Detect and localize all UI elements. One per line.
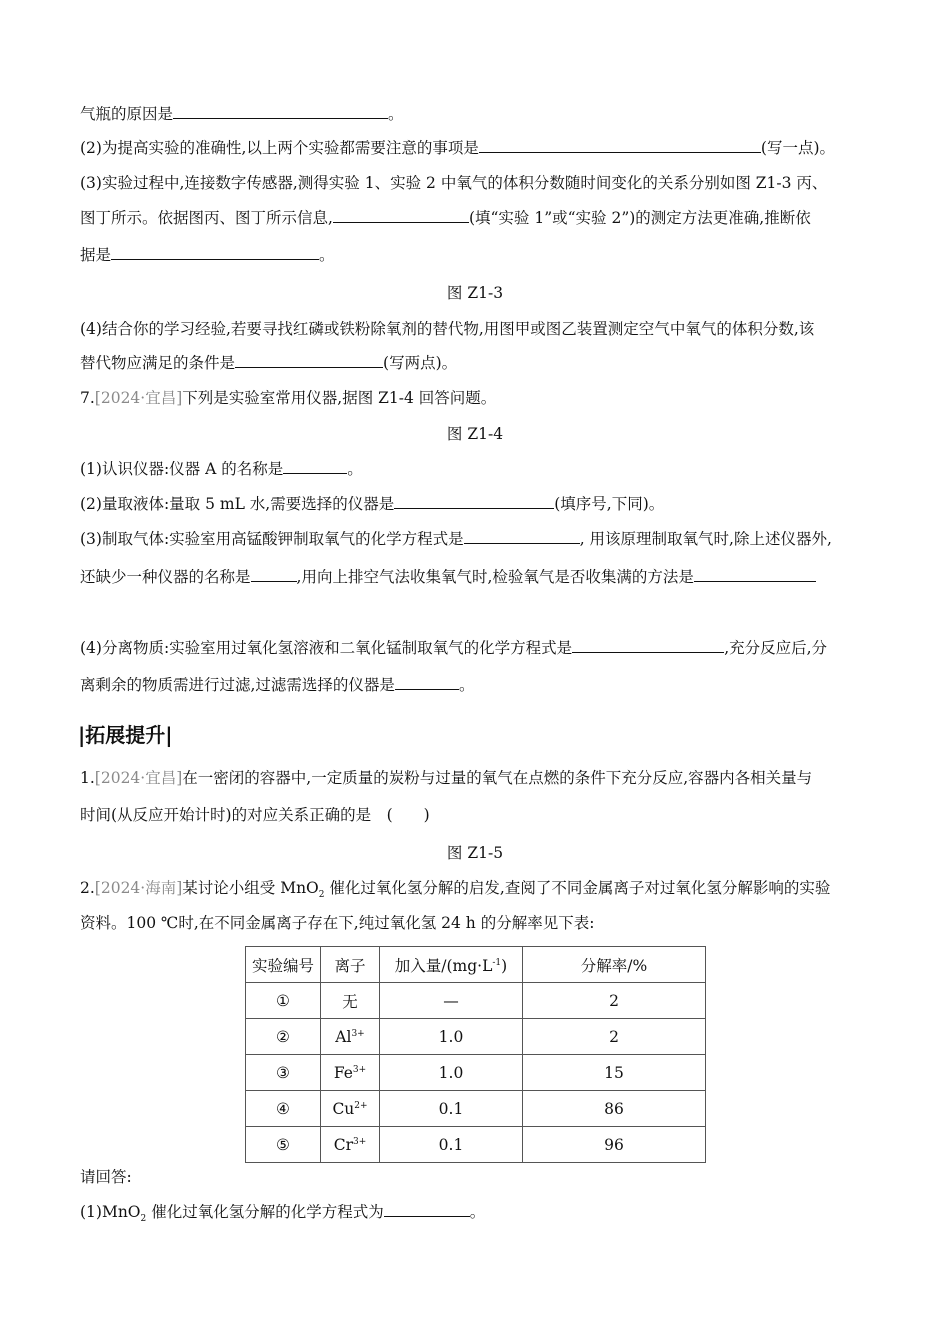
text: 某讨论小组受 MnO — [182, 879, 319, 897]
answer-blank — [111, 245, 319, 260]
cell-no: ⑤ — [246, 1127, 321, 1163]
cell-no: ② — [246, 1019, 321, 1055]
subscript: 2 — [140, 1214, 147, 1225]
text: 。 — [469, 1203, 486, 1221]
text: 。 — [319, 246, 335, 264]
text: (1)MnO — [80, 1203, 141, 1221]
superscript: -1 — [492, 957, 502, 968]
question-number: 1. — [80, 769, 95, 787]
text: Cu — [332, 1099, 355, 1118]
question-number: 7. — [80, 389, 95, 407]
text: (4)分离物质:实验室用过氧化氢溶液和二氧化锰制取氧气的化学方程式是 — [80, 639, 573, 657]
superscript: 2+ — [354, 1100, 368, 1111]
text-line: (3)实验过程中,连接数字传感器,测得实验 1、实验 2 中氧气的体积分数随时间变化的关系分别如图 Z1-3 丙、 — [80, 174, 828, 192]
text-line — [80, 674, 474, 696]
cell-rate: 2 — [523, 983, 706, 1019]
answer-blank — [173, 104, 388, 119]
text: 在一密闭的容器中,一定质量的炭粉与过量的氧气在点燃的条件下充分反应,容器内各相关量与 — [182, 769, 813, 787]
text: 气瓶的原因是 — [80, 105, 174, 123]
text-line — [80, 207, 811, 229]
text: 加入量/(mg·L — [394, 956, 493, 975]
text: 催化过氧化氢分解的启发,查阅了不同金属离子对过氧化氢分解影响的实验 — [324, 879, 831, 897]
text: 据是 — [80, 246, 112, 264]
figure-caption: 图 Z1-5 — [446, 844, 504, 862]
cell-amount: 1.0 — [380, 1055, 523, 1091]
col-header: 分解率/% — [523, 947, 706, 983]
cell-ion — [321, 1127, 380, 1163]
question-source: [2024·海南] — [94, 879, 183, 897]
question-number: 2. — [80, 879, 95, 897]
cell-ion — [321, 1091, 380, 1127]
answer-blank — [572, 638, 724, 653]
text: (写两点)。 — [383, 354, 458, 372]
text: (2)为提高实验的准确性,以上两个实验都需要注意的事项是 — [80, 139, 479, 157]
text: 无 — [342, 992, 358, 1011]
text: 。 — [458, 676, 475, 694]
answer-blank — [384, 1202, 470, 1217]
question-1 — [80, 767, 812, 789]
text: 还缺少一种仪器的名称是 — [80, 568, 251, 586]
text: Cr — [333, 1135, 353, 1154]
col-header: 实验编号 — [246, 947, 321, 983]
section-heading: |拓展提升| — [78, 723, 173, 747]
question-source: [2024·宜昌] — [94, 389, 183, 407]
text: 图丁所示。依据图丙、图丁所示信息, — [80, 209, 333, 227]
superscript: 3+ — [353, 1136, 367, 1147]
text-line: 请回答: — [80, 1168, 132, 1186]
answer-blank — [251, 567, 297, 582]
cell-amount: 0.1 — [380, 1127, 523, 1163]
text-line — [80, 528, 832, 550]
subscript: 2 — [318, 890, 325, 901]
cell-rate: 2 — [523, 1019, 706, 1055]
table-row — [246, 1091, 706, 1127]
text: 替代物应满足的条件是 — [80, 354, 236, 372]
text: ) — [501, 956, 508, 975]
cell-rate: 15 — [523, 1055, 706, 1091]
figure-caption: 图 Z1-4 — [446, 425, 504, 443]
text-line — [80, 137, 835, 159]
cell-rate: 96 — [523, 1127, 706, 1163]
text: ,充分反应后,分 — [724, 639, 828, 657]
text: 。 — [388, 105, 404, 123]
text: Al — [335, 1027, 352, 1046]
text: (1)认识仪器:仪器 A 的名称是 — [80, 460, 284, 478]
col-header — [380, 947, 523, 983]
table-row — [246, 983, 706, 1019]
text: 催化过氧化氢分解的化学方程式为 — [146, 1203, 384, 1221]
answer-blank — [395, 675, 459, 690]
answer-blank — [235, 353, 383, 368]
text: Fe — [333, 1063, 353, 1082]
col-header: 离子 — [321, 947, 380, 983]
figure-caption: 图 Z1-3 — [446, 284, 504, 302]
text-line — [80, 1201, 485, 1230]
table-row — [246, 1019, 706, 1055]
table-header-row — [246, 947, 706, 983]
question-source: [2024·宜昌] — [94, 769, 183, 787]
text-line: (4)结合你的学习经验,若要寻找红磷或铁粉除氧剂的替代物,用图甲或图乙装置测定空气中氧气的体积分数,该 — [80, 320, 815, 338]
cell-ion — [321, 1019, 380, 1055]
cell-no: ① — [246, 983, 321, 1019]
text: , 用该原理制取氧气时,除上述仪器外, — [579, 530, 832, 548]
cell-rate: 86 — [523, 1091, 706, 1127]
table-row — [246, 1055, 706, 1091]
text-line — [80, 352, 457, 374]
answer-blank — [394, 494, 554, 509]
answer-blank — [333, 208, 469, 223]
text-line — [80, 458, 363, 480]
superscript: 3+ — [351, 1028, 365, 1039]
text-line: 时间(从反应开始计时)的对应关系正确的是 ( ) — [80, 806, 430, 824]
text: (2)量取液体:量取 5 mL 水,需要选择的仪器是 — [80, 495, 395, 513]
text-line — [80, 637, 827, 659]
cell-amount: 0.1 — [380, 1091, 523, 1127]
question-2 — [80, 877, 830, 906]
cell-amount: — — [380, 983, 523, 1019]
text-line: 资料。100 ℃时,在不同金属离子存在下,纯过氧化氢 24 h 的分解率见下表: — [80, 914, 595, 932]
text: ,用向上排空气法收集氧气时,检验氧气是否收集满的方法是 — [296, 568, 694, 586]
text-line — [80, 566, 816, 588]
table-row — [246, 1127, 706, 1163]
cell-amount: 1.0 — [380, 1019, 523, 1055]
decomposition-table — [245, 946, 706, 1163]
cell-no: ③ — [246, 1055, 321, 1091]
text: (写一点)。 — [760, 139, 835, 157]
question-7 — [80, 387, 496, 409]
text: 下列是实验室常用仪器,据图 Z1-4 回答问题。 — [182, 389, 497, 407]
superscript: 3+ — [352, 1064, 367, 1075]
text: 。 — [347, 460, 363, 478]
text: 离剩余的物质需进行过滤,过滤需选择的仪器是 — [80, 676, 395, 694]
text-line — [80, 103, 404, 125]
answer-blank — [283, 459, 347, 474]
answer-blank — [479, 138, 761, 153]
text-line — [80, 493, 664, 515]
text: (填“实验 1”或“实验 2”)的测定方法更准确,推断依 — [468, 209, 811, 227]
cell-ion — [321, 983, 380, 1019]
text-line — [80, 244, 335, 266]
text: (填序号,下同)。 — [554, 495, 665, 513]
cell-ion — [321, 1055, 380, 1091]
answer-blank — [694, 567, 816, 582]
text: (3)制取气体:实验室用高锰酸钾制取氧气的化学方程式是 — [80, 530, 464, 548]
answer-blank — [464, 529, 580, 544]
cell-no: ④ — [246, 1091, 321, 1127]
